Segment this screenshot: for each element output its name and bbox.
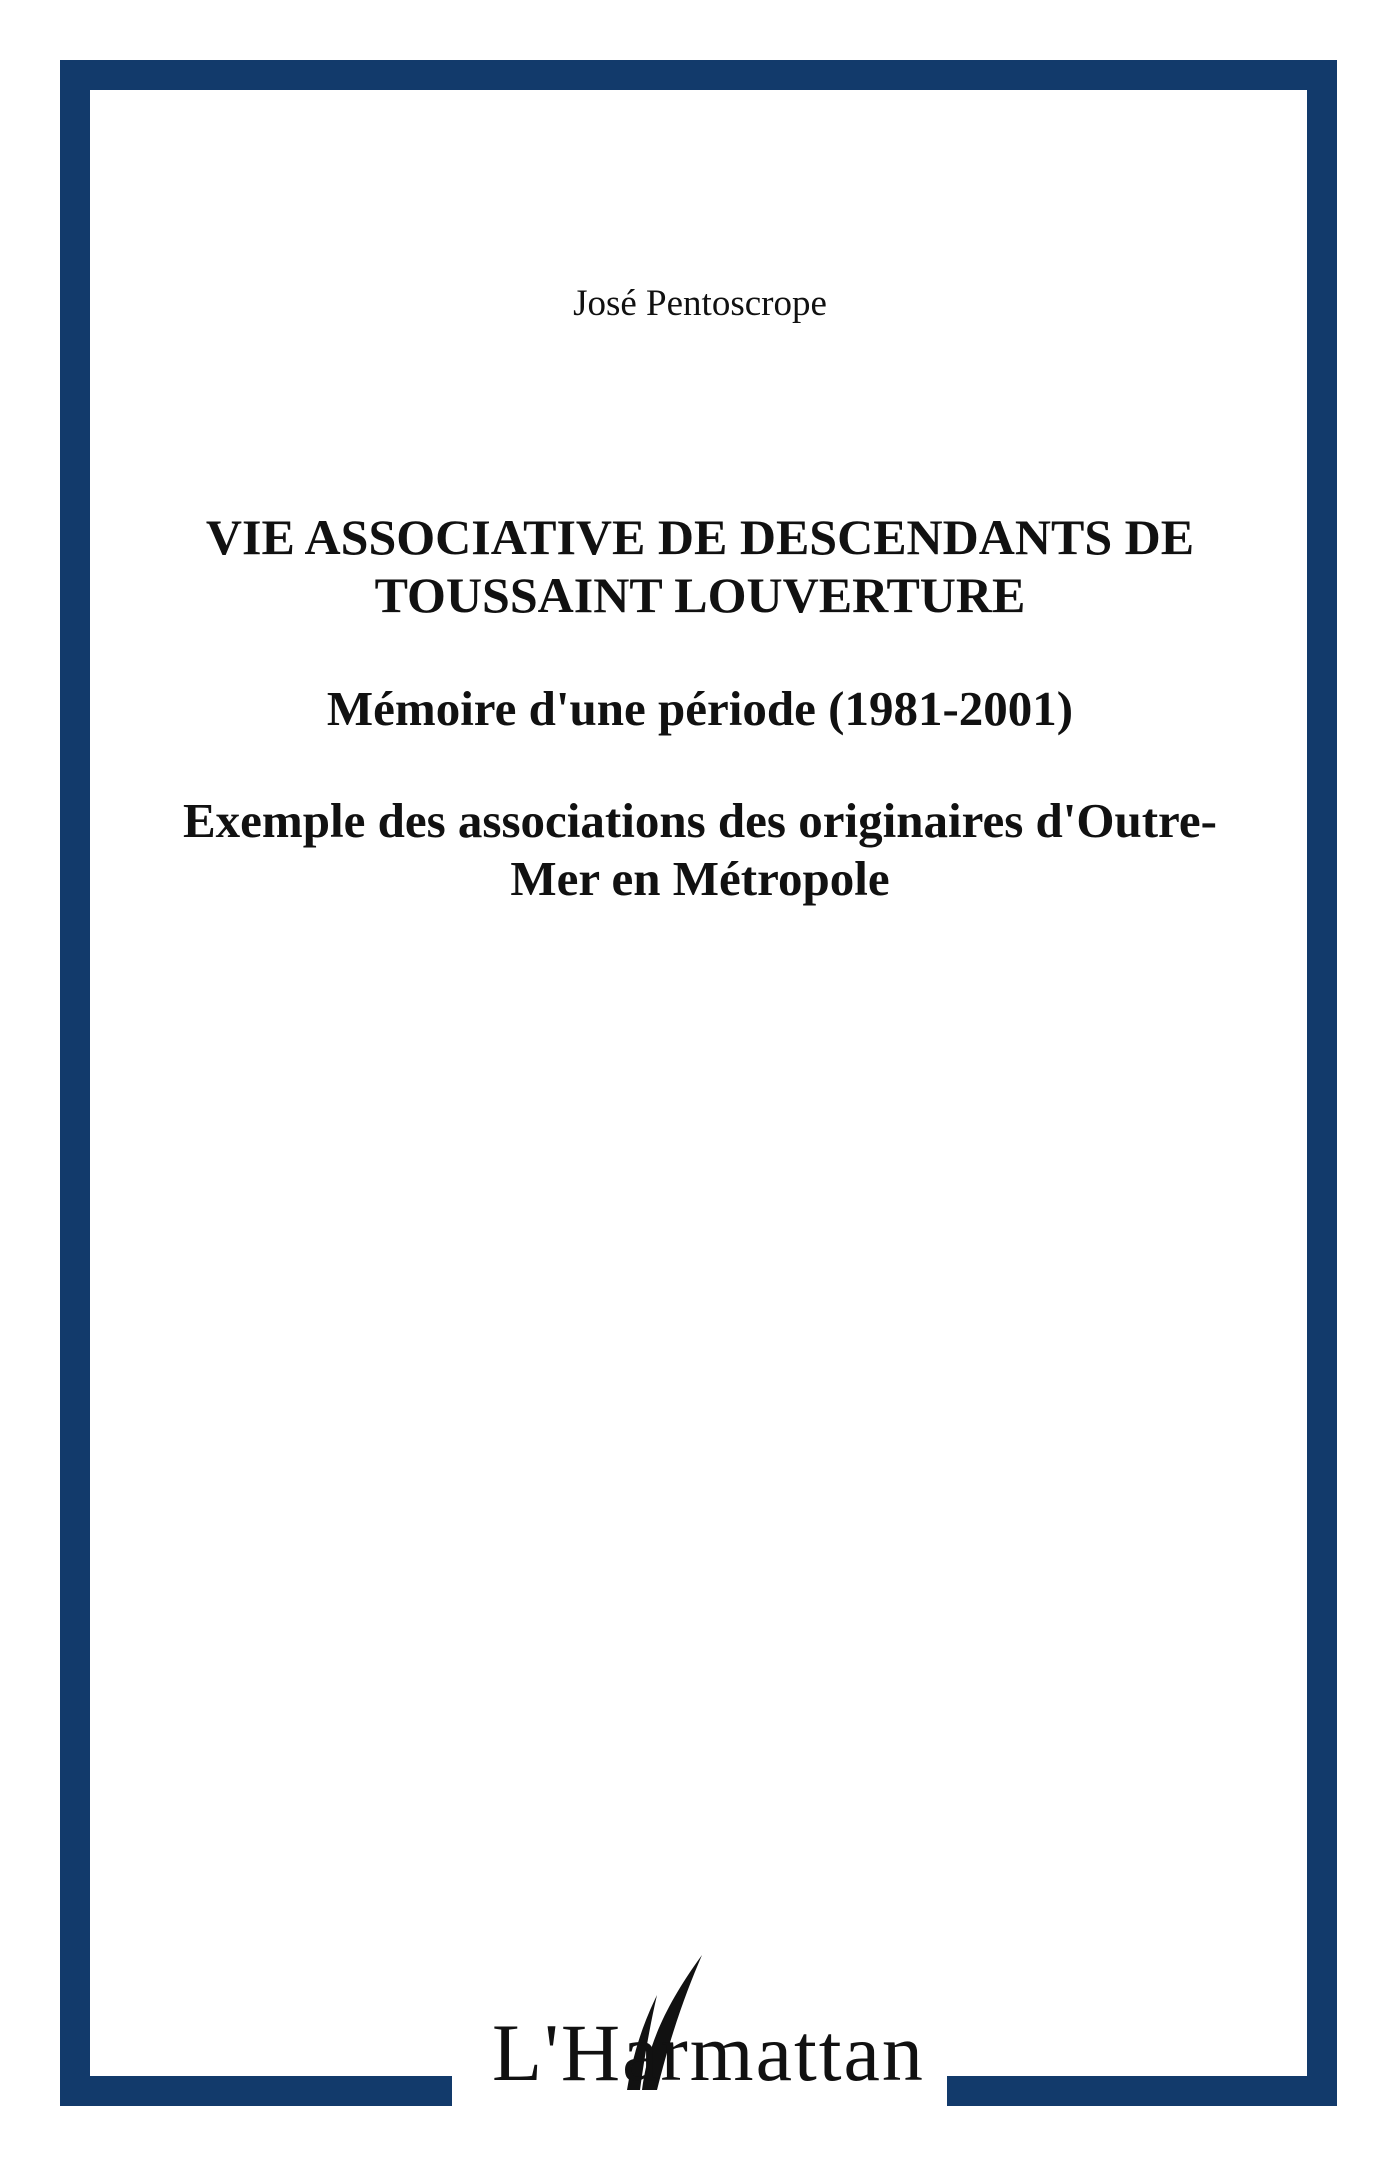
publisher-name: L'Harmattan <box>492 2007 925 2098</box>
book-subtitle-example: Exemple des associations des originaires d'Outre-Mer en Métropole <box>182 793 1217 906</box>
publisher-logo <box>452 1950 947 2100</box>
book-subtitle-period: Mémoire d'une période (1981-2001) <box>326 681 1074 736</box>
book-title: VIE ASSOCIATIVE DE DESCENDANTS DE TOUSSAINT LOUVERTURE <box>205 509 1195 623</box>
cover-frame <box>60 60 1337 2106</box>
author-name: José Pentoscrope <box>573 283 827 324</box>
